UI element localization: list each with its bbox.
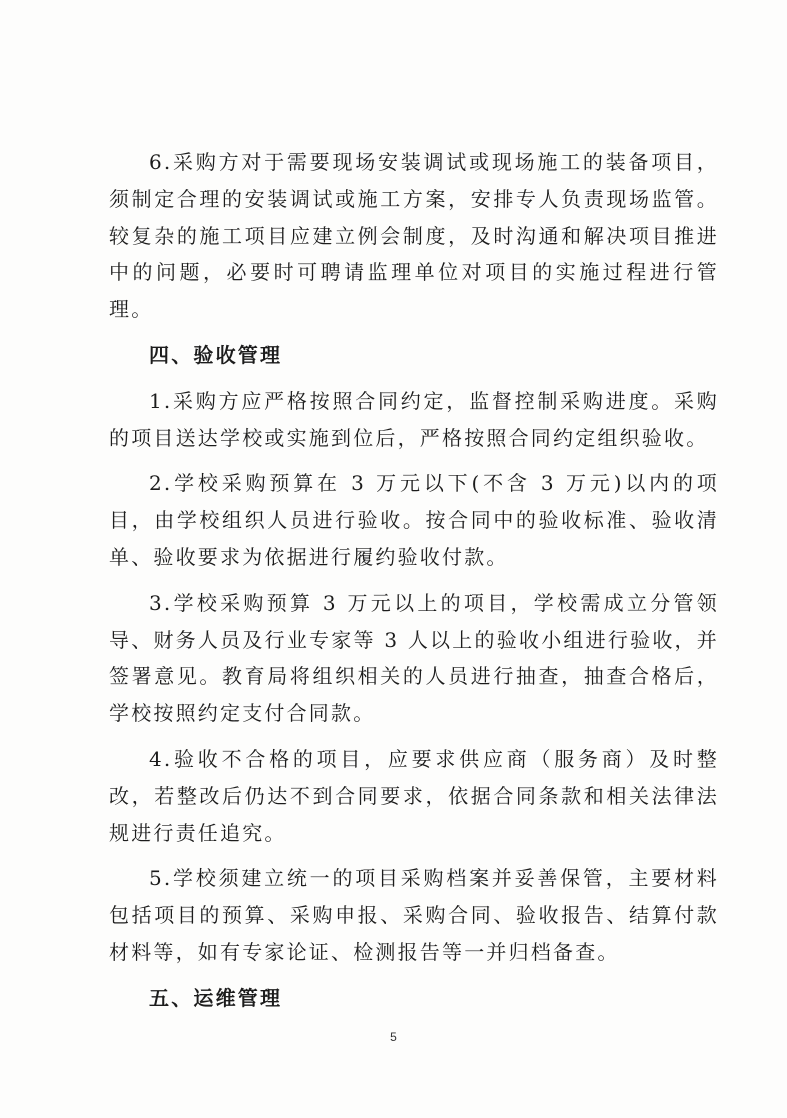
paragraph-item-4: 4.验收不合格的项目，应要求供应商（服务商）及时整改，若整改后仍达不到合同要求，依据合同条款和相关法律法规进行责任追究。 (109, 746, 719, 845)
paragraph-item-6: 6.采购方对于需要现场安装调试或现场施工的装备项目，须制定合理的安装调试或施工方案，安排专人负责现场监管。较复杂的施工项目应建立例会制度，及时沟通和解决项目推进中的问题，必要时可聘请监理单位对项目的实施过程进行管理。 (109, 150, 719, 322)
paragraph-item-5: 5.学校须建立统一的项目采购档案并妥善保管，主要材料包括项目的预算、采购申报、采购合同、验收报告、结算付款材料等，如有专家论证、检测报告等一并归档备查。 (109, 866, 719, 964)
paragraph-item-3: 3.学校采购预算 3 万元以上的项目，学校需成立分管领导、财务人员及行业专家等 3 人以上的验收小组进行验收，并签署意见。教育局将组织相关的人员进行抽查，抽查合格后，学校按照约定支付合同款。 (109, 590, 719, 726)
paragraph-item-1: 1.采购方应严格按照合同约定，监督控制采购进度。采购的项目送达学校或实施到位后，严格按照合同约定组织验收。 (109, 388, 719, 450)
section-heading-maintenance: 五、运维管理 (149, 985, 283, 1010)
section-heading-acceptance: 四、验收管理 (149, 342, 283, 367)
document-body (109, 144, 719, 1017)
page-number: 5 (390, 1030, 397, 1044)
paragraph-item-2: 2.学校采购预算在 3 万元以下(不含 3 万元)以内的项目，由学校组织人员进行验收。按合同中的验收标准、验收清单、验收要求为依据进行履约验收付款。 (109, 471, 719, 569)
